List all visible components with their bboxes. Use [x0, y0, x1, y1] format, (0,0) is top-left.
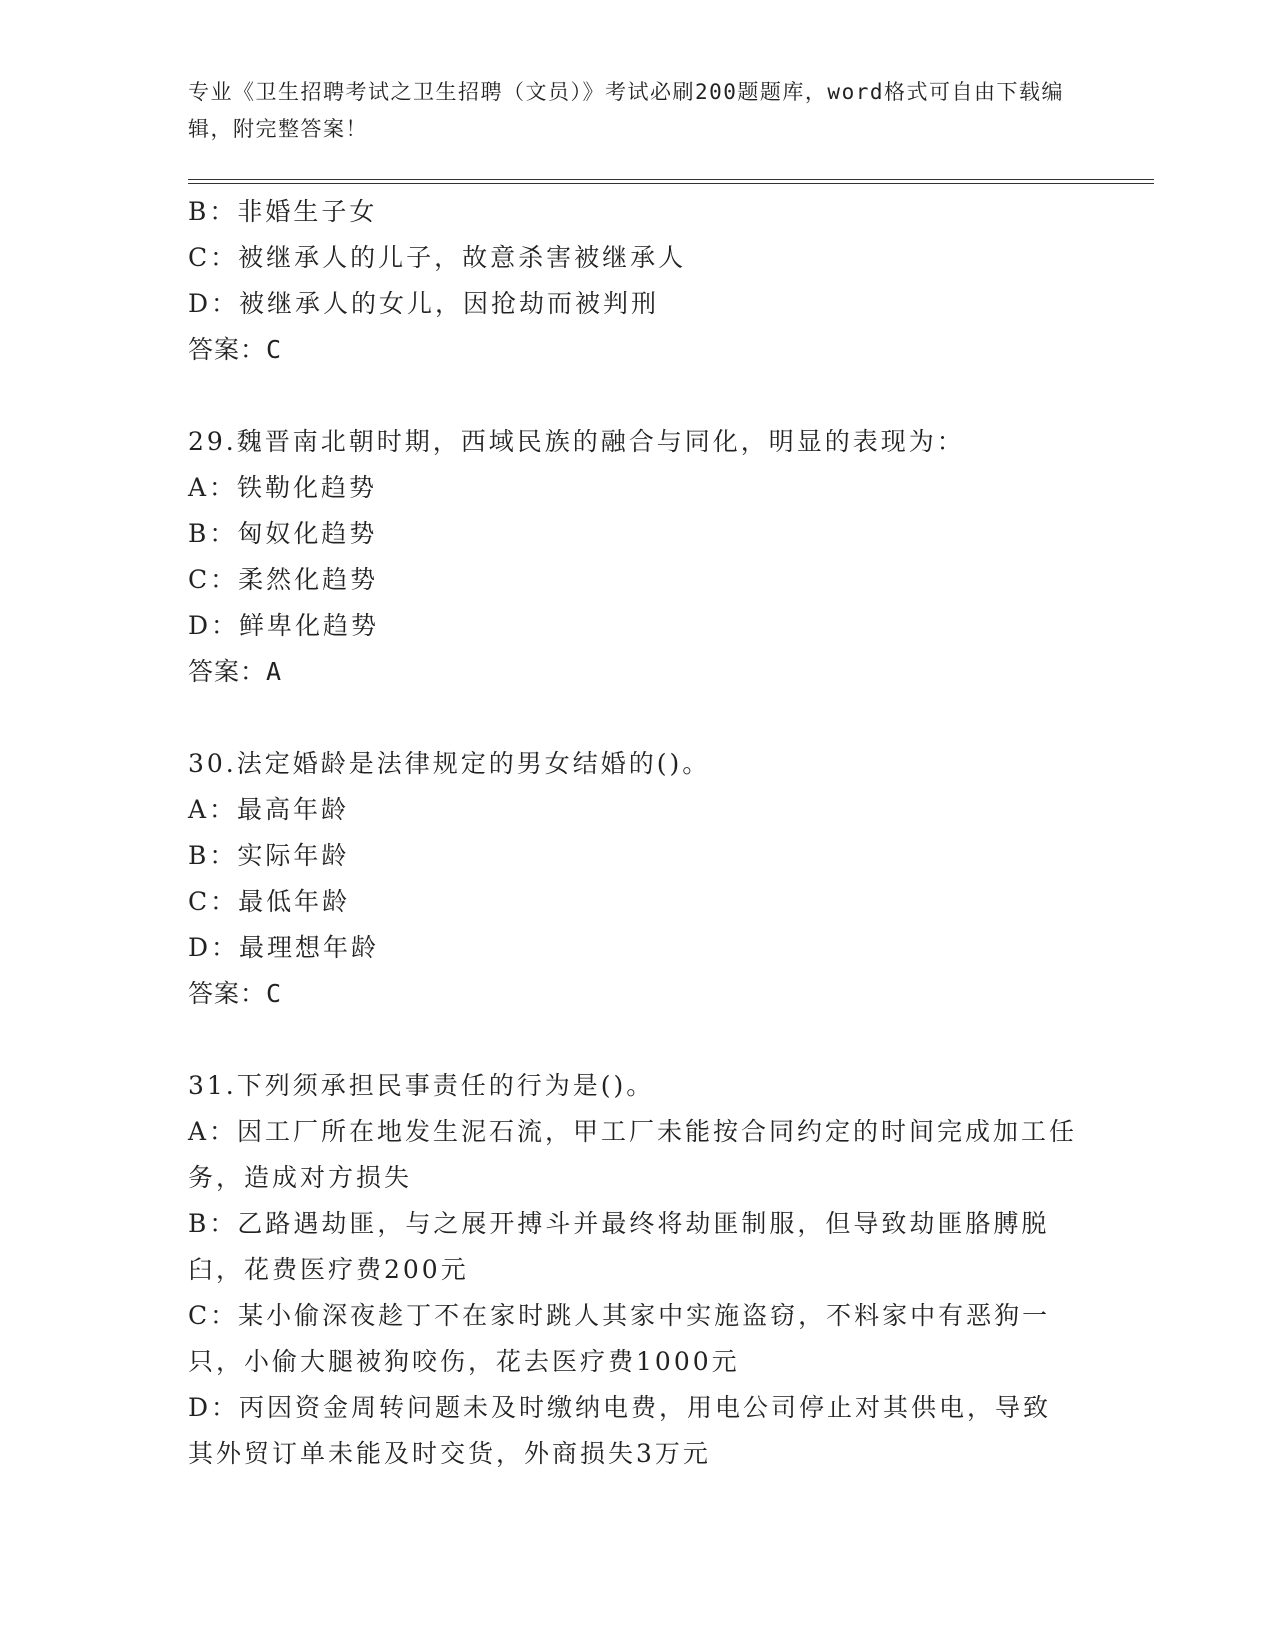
- q31-option-a: A：因工厂所在地发生泥石流，甲工厂未能按合同约定的时间完成加工任务，造成对方损失: [188, 1117, 1078, 1192]
- question-28: [188, 189, 1078, 373]
- q30-option-a: A：最高年龄: [188, 795, 350, 824]
- q31-option-d: D：丙因资金周转问题未及时缴纳电费，用电公司停止对其供电，导致其外贸订单未能及时交货，外商损失3万元: [188, 1393, 1052, 1468]
- q30-option-b: B：实际年龄: [188, 841, 350, 870]
- q29-question: 29.魏晋南北朝时期，西域民族的融合与同化，明显的表现为：: [188, 427, 965, 456]
- question-list: [188, 189, 1078, 1477]
- spacer: [188, 695, 1078, 741]
- q30-option-d: D：最理想年龄: [188, 933, 380, 962]
- q29-option-c: C：柔然化趋势: [188, 565, 379, 594]
- q31-option-c: C：某小偷深夜趁丁不在家时跳人其家中实施盗窃，不料家中有恶狗一只，小偷大腿被狗咬伤，花去医疗费1000元: [188, 1301, 1051, 1376]
- q28-option-c: C：被继承人的儿子，故意杀害被继承人: [188, 243, 687, 272]
- q30-option-c: C：最低年龄: [188, 887, 351, 916]
- document-header: 专业《卫生招聘考试之卫生招聘（文员）》考试必刷200题题库，word格式可自由下载编辑，附完整答案！: [188, 80, 1064, 141]
- q28-option-b: B：非婚生子女: [188, 197, 378, 226]
- q29-answer: 答案：A: [188, 657, 283, 686]
- q31-option-b: B：乙路遇劫匪，与之展开搏斗并最终将劫匪制服，但导致劫匪胳膊脱臼，花费医疗费200元: [188, 1209, 1050, 1284]
- q28-option-d: D：被继承人的女儿，因抢劫而被判刑: [188, 289, 660, 318]
- spacer: [188, 373, 1078, 419]
- spacer: [188, 1017, 1078, 1063]
- header-rule-top: [188, 179, 1154, 180]
- header-rule-bottom: [188, 183, 1154, 184]
- question-30: [188, 741, 1078, 1017]
- q30-question: 30.法定婚龄是法律规定的男女结婚的()。: [188, 749, 711, 778]
- question-29: [188, 419, 1078, 695]
- q28-answer: 答案：C: [188, 335, 283, 364]
- question-31: [188, 1063, 1078, 1477]
- q29-option-b: B：匈奴化趋势: [188, 519, 378, 548]
- q29-option-d: D：鲜卑化趋势: [188, 611, 380, 640]
- q30-answer: 答案：C: [188, 979, 283, 1008]
- q31-question: 31.下列须承担民事责任的行为是()。: [188, 1071, 655, 1100]
- q29-option-a: A：铁勒化趋势: [188, 473, 378, 502]
